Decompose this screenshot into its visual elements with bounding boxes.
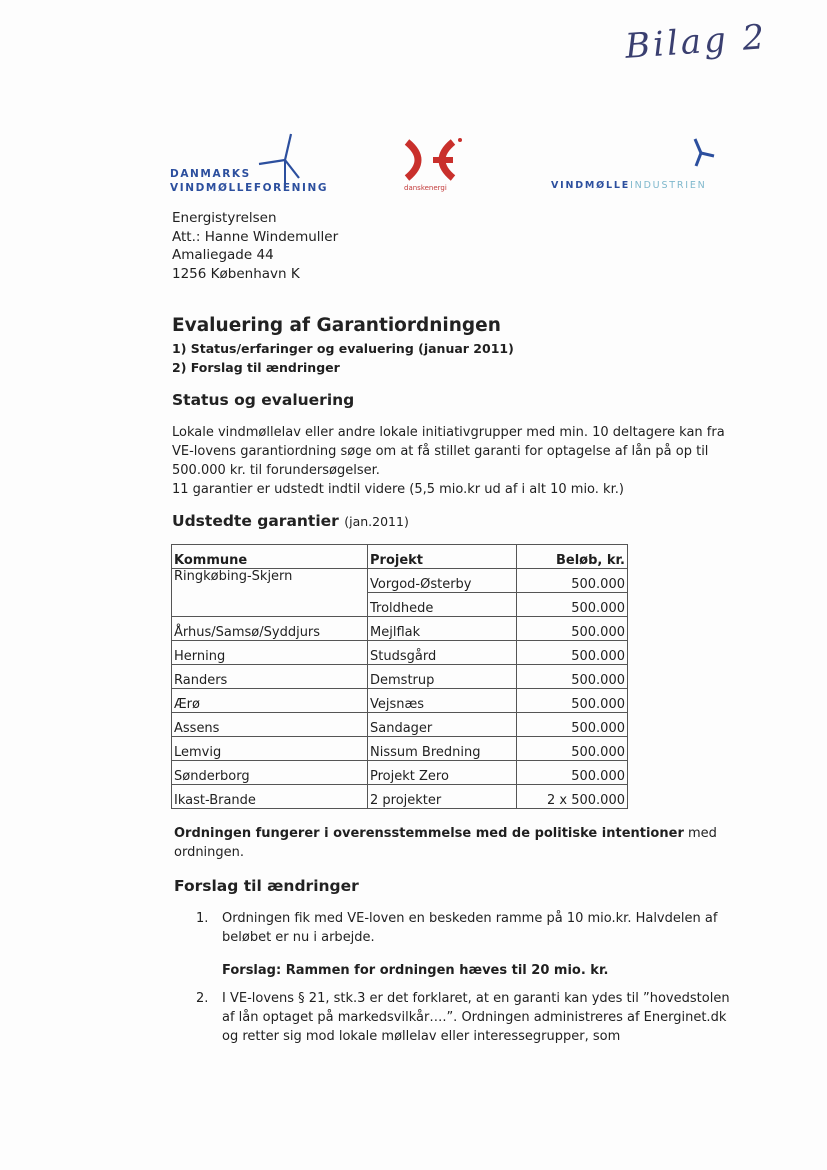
vindmolle-turbine-logo-icon xyxy=(692,136,716,168)
proposal-text: Forslag: Rammen for ordningen hæves til 20 mio. kr. xyxy=(222,963,609,978)
cell-belob: 2 x 500.000 xyxy=(517,785,628,809)
cell-belob: 500.000 xyxy=(517,689,628,713)
table-row xyxy=(172,761,628,785)
subtitle-2: 2) Forslag til ændringer xyxy=(172,360,340,375)
danskenergi-logo-text: danskenergi xyxy=(404,184,447,192)
status-paragraph: Lokale vindmøllelav eller andre lokale initiativgrupper med min. 10 deltagere kan fra VE-lovens garantiordning søge om at få stillet garanti for optagelse af lån på op til 500.000 kr. til forundersøgelser. 11 garantier er udstedt indtil videre (5,5 mio.kr ud af i alt 10 mio. kr.) xyxy=(172,425,725,497)
list-number: 2. xyxy=(196,991,209,1006)
cell-kommune: Ikast-Brande xyxy=(172,785,368,809)
cell-projekt: Troldhede xyxy=(368,593,517,617)
cell-projekt: Studsgård xyxy=(368,641,517,665)
list-item-text: Ordningen fik med VE-loven en beskeden ramme på 10 mio.kr. Halvdelen af beløbet er nu i arbejde. xyxy=(222,911,718,945)
cell-kommune: Randers xyxy=(172,665,368,689)
cell-projekt: Projekt Zero xyxy=(368,761,517,785)
header-projekt: Projekt xyxy=(368,545,517,569)
dv-logo-text: DANMARKS VINDMØLLEFORENING xyxy=(170,168,329,194)
cell-belob: 500.000 xyxy=(517,593,628,617)
table-row xyxy=(172,737,628,761)
cell-projekt: Nissum Bredning xyxy=(368,737,517,761)
danskenergi-logo-icon xyxy=(403,136,463,184)
table-row xyxy=(172,689,628,713)
cell-belob: 500.000 xyxy=(517,569,628,593)
cell-projekt: Vorgod-Østerby xyxy=(368,569,517,593)
document-title: Evaluering af Garantiordningen xyxy=(172,315,501,336)
cell-kommune: Ringkøbing-Skjern xyxy=(172,569,368,617)
list-item xyxy=(196,989,736,1046)
cell-kommune: Herning xyxy=(172,641,368,665)
cell-kommune: Ærø xyxy=(172,689,368,713)
cell-projekt: Mejlflak xyxy=(368,617,517,641)
table-row xyxy=(172,641,628,665)
cell-projekt: 2 projekter xyxy=(368,785,517,809)
cell-kommune: Lemvig xyxy=(172,737,368,761)
list-number: 1. xyxy=(196,911,209,926)
cell-belob: 500.000 xyxy=(517,641,628,665)
header-belob: Beløb, kr. xyxy=(517,545,628,569)
table-row xyxy=(172,617,628,641)
cell-projekt: Demstrup xyxy=(368,665,517,689)
cell-belob: 500.000 xyxy=(517,761,628,785)
table-row xyxy=(172,713,628,737)
subtitle-1: 1) Status/erfaringer og evaluering (januar 2011) xyxy=(172,341,514,356)
table-heading: Udstedte garantier (jan.2011) xyxy=(172,512,409,530)
table-row xyxy=(172,665,628,689)
table-header-row xyxy=(172,545,628,569)
table-row xyxy=(172,569,628,593)
cell-projekt: Sandager xyxy=(368,713,517,737)
garantier-table xyxy=(171,544,628,809)
vindmolleindustrien-logo-text: VINDMØLLEINDUSTRIEN xyxy=(551,180,707,191)
cell-belob: 500.000 xyxy=(517,737,628,761)
cell-kommune: Sønderborg xyxy=(172,761,368,785)
handwritten-note: Bilag 2 xyxy=(623,17,769,67)
cell-kommune: Århus/Samsø/Syddjurs xyxy=(172,617,368,641)
list-item-text: I VE-lovens § 21, stk.3 er det forklaret, at en garanti kan ydes til ”hovedstolen af lån optaget på markedsvilkår….”. Ordningen administreres af Energinet.dk og retter sig mod lokale møllelav eller interessegrupper, som xyxy=(222,991,730,1044)
header-kommune: Kommune xyxy=(172,545,368,569)
cell-projekt: Vejsnæs xyxy=(368,689,517,713)
table-row xyxy=(172,785,628,809)
status-heading: Status og evaluering xyxy=(172,391,355,409)
cell-belob: 500.000 xyxy=(517,665,628,689)
cell-kommune: Assens xyxy=(172,713,368,737)
list-item xyxy=(196,909,736,980)
forslag-heading: Forslag til ændringer xyxy=(174,877,359,895)
recipient-address: Energistyrelsen Att.: Hanne Windemuller Amaliegade 44 1256 København K xyxy=(172,210,339,282)
conclusion-paragraph: Ordningen fungerer i overensstemmelse med de politiske intentioner med ordningen. xyxy=(174,826,717,860)
cell-belob: 500.000 xyxy=(517,617,628,641)
cell-belob: 500.000 xyxy=(517,713,628,737)
